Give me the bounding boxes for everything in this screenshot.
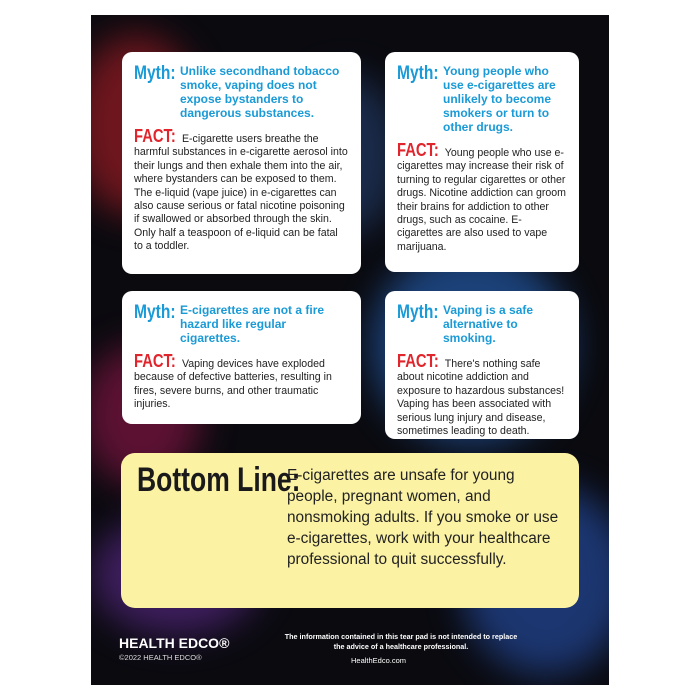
- fact-paragraph: [397, 140, 567, 254]
- fact-paragraph: [397, 351, 567, 438]
- myth-label: Myth:: [134, 63, 176, 84]
- bottom-line-text: E-cigarettes are unsafe for young people, pregnant women, and nonsmoking adults. If you smoke or use e-cigarettes, work with your healthcare professional to quit successfully.: [287, 467, 559, 568]
- fact-label: FACT:: [134, 351, 176, 371]
- brand-logo: HEALTH EDCO®: [119, 635, 230, 651]
- fact-text: Vaping devices have exploded because of defective batteries, resulting in fires, severe burns, and other traumatic injuries.: [134, 358, 332, 411]
- fact-label: FACT:: [397, 351, 439, 371]
- fact-label: FACT:: [397, 140, 439, 160]
- poster: [91, 15, 609, 685]
- myth-card-young-people: [385, 52, 579, 272]
- disclaimer-text: The information contained in this tear pad is not intended to replace the advice of a healthcare professional.: [284, 632, 518, 651]
- fact-label: FACT:: [134, 126, 176, 146]
- copyright-text: ©2022 HEALTH EDCO®: [119, 653, 202, 662]
- myth-label: Myth:: [397, 63, 439, 84]
- bottom-line-box: [121, 453, 579, 608]
- myth-text: Unlike secondhand tobacco smoke, vaping does not expose bystanders to dangerous substances.: [180, 64, 340, 120]
- myth-text: Young people who use e-cigarettes are unlikely to become smokers or turn to other drugs.: [443, 64, 556, 134]
- myth-card-bystanders: [122, 52, 361, 274]
- myth-label: Myth:: [134, 302, 176, 323]
- myth-card-safe-alternative: [385, 291, 579, 439]
- fact-text: E-cigarette users breathe the harmful substances in e-cigarette aerosol into their lungs and then exhale them into the air, where bystanders can be exposed to them. The e-liquid (vape juice) in e-cigarettes can also cause serious or fatal nicotine poisoning if swallowed or absorbed through the skin. Only half a teaspoon of e-liquid can be fatal to a toddler.: [134, 133, 348, 253]
- fact-text: Young people who use e-cigarettes may increase their risk of turning to regular cigarettes or other drugs. Nicotine addiction can groom their brains for addiction to other drugs, such as cocaine. E-cigarettes are also used to vape marijuana.: [397, 147, 567, 253]
- myth-text: Vaping is a safe alternative to smoking.: [443, 303, 534, 345]
- fact-text: There's nothing safe about nicotine addiction and exposure to hazardous substances! Vaping has been associated with serious lung injury and disease, sometimes leading to death.: [397, 358, 565, 438]
- fact-paragraph: [134, 126, 349, 254]
- myth-card-fire-hazard: [122, 291, 361, 424]
- fact-paragraph: [134, 351, 349, 412]
- bottom-line-label: Bottom Line:: [137, 461, 301, 499]
- myth-label: Myth:: [397, 302, 439, 323]
- website-url: HealthEdco.com: [351, 656, 407, 665]
- myth-text: E-cigarettes are not a fire hazard like regular cigarettes.: [180, 303, 325, 345]
